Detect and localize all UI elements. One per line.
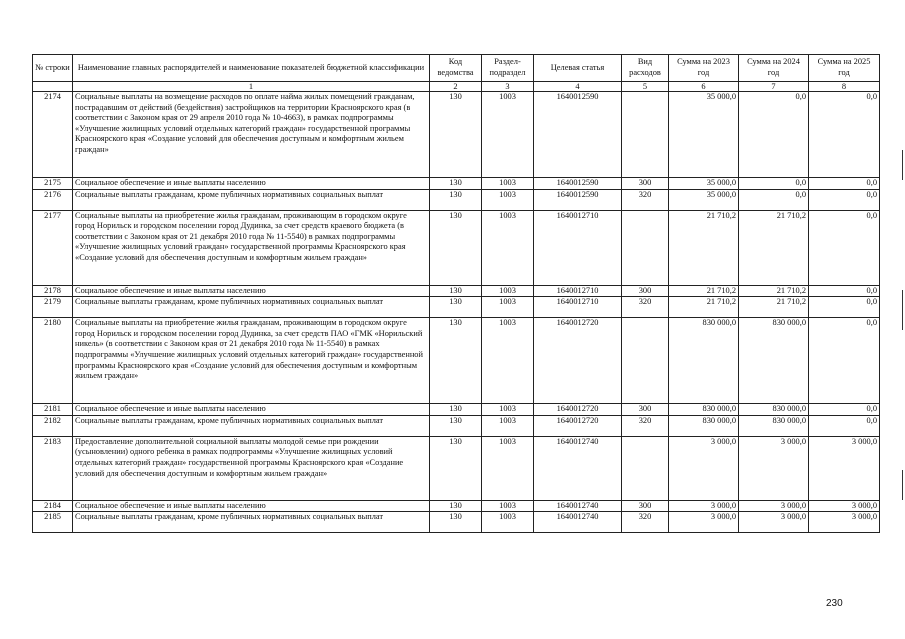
sum-2024: 3 000,0 bbox=[739, 436, 809, 500]
target-item: 1640012710 bbox=[534, 285, 622, 297]
sum-2023: 21 710,2 bbox=[669, 285, 739, 297]
target-item: 1640012740 bbox=[534, 500, 622, 512]
sum-2023: 35 000,0 bbox=[669, 92, 739, 178]
sum-2023: 35 000,0 bbox=[669, 178, 739, 190]
sum-2024: 0,0 bbox=[739, 189, 809, 210]
target-item: 1640012590 bbox=[534, 178, 622, 190]
sum-2024: 830 000,0 bbox=[739, 318, 809, 404]
expense-type bbox=[622, 318, 669, 404]
column-number-row bbox=[33, 82, 880, 92]
section-code: 1003 bbox=[482, 285, 534, 297]
dept-code: 130 bbox=[430, 178, 482, 190]
sum-2025: 3 000,0 bbox=[809, 500, 880, 512]
dept-code: 130 bbox=[430, 415, 482, 436]
table-row bbox=[33, 500, 880, 512]
sum-2025: 0,0 bbox=[809, 178, 880, 190]
row-number: 2180 bbox=[33, 318, 73, 404]
table-header-row bbox=[33, 55, 880, 82]
header-section: Раздел-подраздел bbox=[482, 55, 534, 82]
row-name: Социальные выплаты гражданам, кроме публичных нормативных социальных выплат bbox=[73, 189, 430, 210]
header-expense-type: Вид расходов bbox=[622, 55, 669, 82]
column-number: 6 bbox=[669, 82, 739, 92]
sum-2024: 3 000,0 bbox=[739, 512, 809, 533]
row-name: Социальные выплаты гражданам, кроме публичных нормативных социальных выплат bbox=[73, 415, 430, 436]
header-row-number: № строки bbox=[33, 55, 73, 82]
target-item: 1640012710 bbox=[534, 210, 622, 285]
row-name: Социальные выплаты гражданам, кроме публичных нормативных социальных выплат bbox=[73, 512, 430, 533]
sum-2024: 830 000,0 bbox=[739, 415, 809, 436]
row-name: Социальное обеспечение и иные выплаты населению bbox=[73, 178, 430, 190]
sum-2023: 830 000,0 bbox=[669, 318, 739, 404]
dept-code: 130 bbox=[430, 318, 482, 404]
budget-table-sheet bbox=[32, 54, 879, 533]
table-row bbox=[33, 178, 880, 190]
scan-edge-mark bbox=[902, 150, 903, 180]
sum-2023: 830 000,0 bbox=[669, 415, 739, 436]
sum-2025: 0,0 bbox=[809, 189, 880, 210]
target-item: 1640012720 bbox=[534, 404, 622, 416]
row-name: Социальное обеспечение и иные выплаты населению bbox=[73, 285, 430, 297]
column-number: 1 bbox=[73, 82, 430, 92]
budget-table bbox=[32, 54, 880, 533]
row-name: Предоставление дополнительной социальной выплаты молодой семье при рождении (усыновлении) одного ребенка в рамках подпрограммы «Улучшение жилищных условий отдельных категорий граждан» государственной программы Красноярского края «Создание условий для обеспечения доступным и комфортным жильем граждан» bbox=[73, 436, 430, 500]
row-number: 2176 bbox=[33, 189, 73, 210]
header-dept-code: Код ведомства bbox=[430, 55, 482, 82]
dept-code: 130 bbox=[430, 436, 482, 500]
sum-2025: 0,0 bbox=[809, 404, 880, 416]
header-sum-2024: Сумма на 2024 год bbox=[739, 55, 809, 82]
sum-2023: 21 710,2 bbox=[669, 210, 739, 285]
sum-2025: 0,0 bbox=[809, 415, 880, 436]
dept-code: 130 bbox=[430, 210, 482, 285]
expense-type bbox=[622, 92, 669, 178]
column-number bbox=[33, 82, 73, 92]
sum-2025: 0,0 bbox=[809, 210, 880, 285]
target-item: 1640012720 bbox=[534, 318, 622, 404]
row-name: Социальные выплаты на приобретение жилья гражданам, проживающим в городском округе город Норильск и городском поселении город Дудинка, за счет средств ПАО «ГМК «Норильский никель» (в соответствии с Законом края от 21 декабря 2010 года № 11-5540) в рамках подпрограммы «Улучшение жилищных условий отдельных категорий граждан» государственной программы Красноярского края «Создание условий для обеспечения доступным и комфортным жильем граждан» bbox=[73, 318, 430, 404]
sum-2024: 0,0 bbox=[739, 178, 809, 190]
section-code: 1003 bbox=[482, 512, 534, 533]
table-row bbox=[33, 404, 880, 416]
dept-code: 130 bbox=[430, 285, 482, 297]
row-name: Социальные выплаты на возмещение расходов по оплате найма жилых помещений гражданам, пострадавшим от действий (бездействия) застройщиков на территории Красноярского края (в соответствии с Законом края от 29 апреля 2010 года № 10-4663), в рамках подпрограммы «Улучшение жилищных условий отдельных категорий граждан» государственной программы Красноярского края «Создание условий для обеспечения доступным и комфортным жильем граждан» bbox=[73, 92, 430, 178]
sum-2023: 35 000,0 bbox=[669, 189, 739, 210]
sum-2024: 21 710,2 bbox=[739, 285, 809, 297]
section-code: 1003 bbox=[482, 189, 534, 210]
table-row bbox=[33, 415, 880, 436]
sum-2023: 3 000,0 bbox=[669, 500, 739, 512]
table-row bbox=[33, 318, 880, 404]
row-number: 2185 bbox=[33, 512, 73, 533]
dept-code: 130 bbox=[430, 512, 482, 533]
row-number: 2178 bbox=[33, 285, 73, 297]
sum-2023: 21 710,2 bbox=[669, 297, 739, 318]
header-sum-2025: Сумма на 2025 год bbox=[809, 55, 880, 82]
dept-code: 130 bbox=[430, 189, 482, 210]
expense-type: 320 bbox=[622, 415, 669, 436]
sum-2025: 0,0 bbox=[809, 285, 880, 297]
table-row bbox=[33, 210, 880, 285]
section-code: 1003 bbox=[482, 318, 534, 404]
section-code: 1003 bbox=[482, 404, 534, 416]
sum-2023: 3 000,0 bbox=[669, 436, 739, 500]
sum-2025: 0,0 bbox=[809, 92, 880, 178]
row-name: Социальное обеспечение и иные выплаты населению bbox=[73, 404, 430, 416]
target-item: 1640012590 bbox=[534, 92, 622, 178]
row-name: Социальное обеспечение и иные выплаты населению bbox=[73, 500, 430, 512]
row-name: Социальные выплаты на приобретение жилья гражданам, проживающим в городском округе город Норильск и городском поселении город Дудинка, за счет средств краевого бюджета (в соответствии с Законом края от 21 декабря 2010 года № 11-5540) в рамках подпрограммы «Улучшение жилищных условий граждан» государственной программы Красноярского края «Создание условий для обеспечения доступным и комфортным жильем граждан» bbox=[73, 210, 430, 285]
column-number: 3 bbox=[482, 82, 534, 92]
expense-type: 320 bbox=[622, 512, 669, 533]
dept-code: 130 bbox=[430, 297, 482, 318]
table-row bbox=[33, 512, 880, 533]
target-item: 1640012740 bbox=[534, 436, 622, 500]
scan-edge-mark bbox=[902, 470, 903, 500]
column-number: 5 bbox=[622, 82, 669, 92]
sum-2024: 21 710,2 bbox=[739, 297, 809, 318]
expense-type: 300 bbox=[622, 178, 669, 190]
column-number: 2 bbox=[430, 82, 482, 92]
dept-code: 130 bbox=[430, 92, 482, 178]
sum-2023: 3 000,0 bbox=[669, 512, 739, 533]
sum-2025: 3 000,0 bbox=[809, 436, 880, 500]
table-row bbox=[33, 297, 880, 318]
row-number: 2181 bbox=[33, 404, 73, 416]
expense-type: 320 bbox=[622, 297, 669, 318]
table-row bbox=[33, 189, 880, 210]
section-code: 1003 bbox=[482, 297, 534, 318]
expense-type bbox=[622, 210, 669, 285]
column-number: 8 bbox=[809, 82, 880, 92]
sum-2023: 830 000,0 bbox=[669, 404, 739, 416]
row-name: Социальные выплаты гражданам, кроме публичных нормативных социальных выплат bbox=[73, 297, 430, 318]
row-number: 2184 bbox=[33, 500, 73, 512]
section-code: 1003 bbox=[482, 500, 534, 512]
dept-code: 130 bbox=[430, 404, 482, 416]
column-number: 4 bbox=[534, 82, 622, 92]
target-item: 1640012590 bbox=[534, 189, 622, 210]
dept-code: 130 bbox=[430, 500, 482, 512]
sum-2024: 0,0 bbox=[739, 92, 809, 178]
header-target-item: Целевая статья bbox=[534, 55, 622, 82]
header-name: Наименование главных распорядителей и наименование показателей бюджетной классификации bbox=[73, 55, 430, 82]
section-code: 1003 bbox=[482, 92, 534, 178]
target-item: 1640012720 bbox=[534, 415, 622, 436]
expense-type: 300 bbox=[622, 285, 669, 297]
row-number: 2179 bbox=[33, 297, 73, 318]
section-code: 1003 bbox=[482, 178, 534, 190]
sum-2024: 830 000,0 bbox=[739, 404, 809, 416]
header-sum-2023: Сумма на 2023 год bbox=[669, 55, 739, 82]
sum-2025: 0,0 bbox=[809, 297, 880, 318]
table-row bbox=[33, 285, 880, 297]
section-code: 1003 bbox=[482, 436, 534, 500]
section-code: 1003 bbox=[482, 415, 534, 436]
target-item: 1640012710 bbox=[534, 297, 622, 318]
target-item: 1640012740 bbox=[534, 512, 622, 533]
table-row bbox=[33, 92, 880, 178]
scan-edge-mark bbox=[902, 290, 903, 330]
sum-2025: 0,0 bbox=[809, 318, 880, 404]
expense-type bbox=[622, 436, 669, 500]
section-code: 1003 bbox=[482, 210, 534, 285]
expense-type: 300 bbox=[622, 404, 669, 416]
page-number: 230 bbox=[826, 598, 843, 609]
column-number: 7 bbox=[739, 82, 809, 92]
expense-type: 300 bbox=[622, 500, 669, 512]
expense-type: 320 bbox=[622, 189, 669, 210]
row-number: 2183 bbox=[33, 436, 73, 500]
row-number: 2182 bbox=[33, 415, 73, 436]
row-number: 2174 bbox=[33, 92, 73, 178]
row-number: 2177 bbox=[33, 210, 73, 285]
table-row bbox=[33, 436, 880, 500]
sum-2024: 21 710,2 bbox=[739, 210, 809, 285]
row-number: 2175 bbox=[33, 178, 73, 190]
sum-2025: 3 000,0 bbox=[809, 512, 880, 533]
sum-2024: 3 000,0 bbox=[739, 500, 809, 512]
